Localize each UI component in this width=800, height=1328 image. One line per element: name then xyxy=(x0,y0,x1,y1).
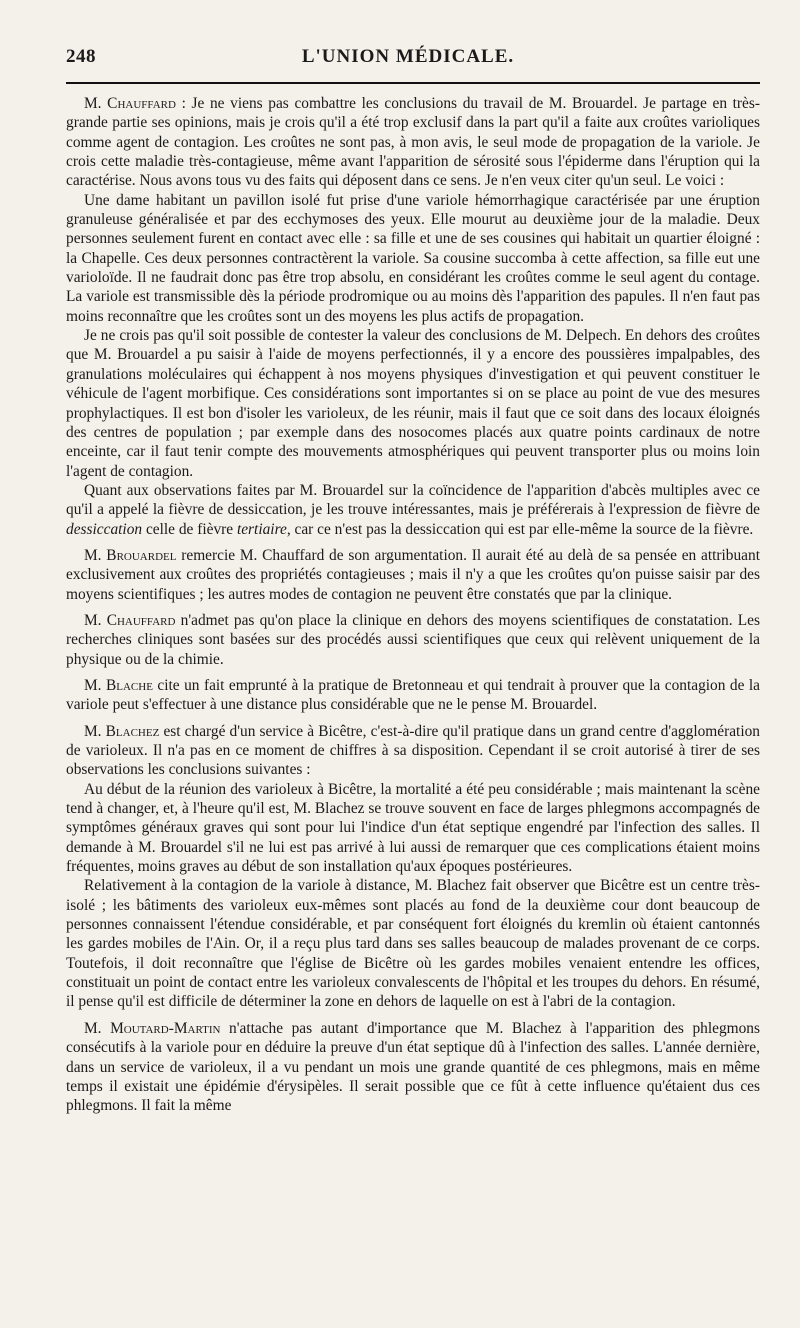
paragraph-text: Je ne viens pas combattre les conclusions du travail de M. Brouardel. Je partage en très-grande partie ses opinions, mais je crois qu'il a été trop exclusif dans la part qu'il a faite aux croûtes varioliques comme agent de contagion. Les croûtes ne sont pas, à mon avis, le seul mode de propagation de la variole. Je crois cette maladie très-contagieuse, même avant l'apparition de sérosité sous l'épiderme dans l'éruption qui la caractérise. Nous avons tous vu des faits qui déposent dans ce sens. Je n'en veux citer qu'un seul. Le voici : xyxy=(66,95,761,190)
paragraph xyxy=(66,546,760,604)
paragraph-text: Au début de la réunion des varioleux à Bicêtre, la mortalité a été peu considérable ; mais maintenant la scène tend à changer, et, à l'heure qu'il est, M. Blachez se trouve souvent en face de larges phlegmons accompagnés de symptômes généraux graves qui sont pour lui l'indice d'un état septique engendré par l'infection des salles. Il demande à M. Brouardel s'il ne lui est pas arrivé à lui aussi de remarquer que ces complications étaient moins fréquentes, moins graves au début de son installation qu'aux époques postérieures. xyxy=(66,780,760,876)
page-header xyxy=(66,46,760,74)
paragraph-text: Je ne crois pas qu'il soit possible de contester la valeur des conclusions de M. Delpech. En dehors des croûtes que M. Brouardel a pu saisir à l'aide de moyens perfectionnés, il y a encore des poussières impalpables, des granulations moléculaires qui échappent à nos moyens physiques d'investigation et qui peuvent constituer le véhicule de l'agent morbifique. Ces considérations sont importantes si on se place au point de vue des mesures prophylactiques. Il est bon d'isoler les varioleux, de les réunir, mais il faut que ce soit dans des locaux éloignés des centres de population ; par exemple dans des nosocomes placés aux quatre points cardinaux de notre enceinte, car il faut tenir compte des mouvements atmosphériques qui peuvent transporter plus ou moins loin l'agent de contagion. xyxy=(66,327,760,480)
paragraph-text: n'admet pas qu'on place la clinique en dehors des moyens scientifiques de constatation. Les recherches cliniques sont basées sur des procédés aussi scientifiques que ceux qui relèvent uniquement de la physique ou de la chimie. xyxy=(66,611,760,668)
paragraph xyxy=(66,94,760,191)
speaker-name: M. Moutard-Martin xyxy=(84,1019,221,1037)
paragraph-text: remercie M. Chauffard de son argumentation. Il aurait été au delà de sa pensée en attribuant exclusivement aux croûtes des propriétés contagieuses ; mais il n'y a que les croûtes qu'on puisse saisir par des moyens scientifiques ; les autres modes de contagion ne peuvent être constatés que par la clinique. xyxy=(66,546,760,603)
paragraph-text: Relativement à la contagion de la variole à distance, M. Blachez fait observer que Bicêtre est un centre très-isolé ; les bâtiments des varioleux eux-mêmes sont placés au fond de la deuxième cour dont beaucoup de personnes connaissent l'étendue considérable, et par conséquent fort éloignés du kremlin où étaient cantonnés les gardes mobiles de l'Ain. Or, il a reçu plus tard dans ses salles beaucoup de malades provenant de ce corps. Toutefois, il doit reconnaître que l'église de Bicêtre où les gardes mobiles venaient entendre les offices, constituait un point de contact entre les varioleux convalescents de l'hôpital et les troupes du dehors. En résumé, il pense qu'il est difficile de déterminer la zone en dehors de laquelle on est à l'abri de la contagion. xyxy=(66,877,760,1011)
paragraph xyxy=(66,326,760,481)
paragraph-text: est chargé d'un service à Bicêtre, c'est-à-dire qu'il pratique dans un grand centre d'agglomération de varioleux. Il n'a pas en ce moment de chiffres à sa disposition. Cependant il se croit autorisé à tirer de ses observations les conclusions suivantes : xyxy=(66,722,760,779)
speaker-name: M. Blache xyxy=(84,676,153,694)
paragraph xyxy=(66,722,760,780)
paragraph-text: celle de fièvre xyxy=(142,520,237,538)
paragraph xyxy=(66,876,760,1011)
italic-term: dessiccation xyxy=(66,520,143,538)
speaker-name: M. Chauffard xyxy=(84,611,176,629)
paragraph xyxy=(66,481,760,539)
speaker-name: M. Chauffard : xyxy=(84,95,186,112)
paragraph xyxy=(66,611,760,669)
running-title: L'UNION MÉDICALE. xyxy=(301,46,515,67)
page-number: 248 xyxy=(66,46,96,67)
paragraph-text: , car ce n'est pas la dessiccation qui est par elle-même la source de la fièvre. xyxy=(286,520,754,538)
paragraph-text: cite un fait emprunté à la pratique de Bretonneau et qui tendrait à prouver que la contagion de la variole peut s'effectuer à une distance plus considérable que ne le pense M. Brouardel. xyxy=(66,676,760,714)
paragraph xyxy=(66,1019,760,1116)
body-text xyxy=(66,94,760,1116)
paragraph xyxy=(66,676,760,715)
paragraph-text: Quant aux observations faites par M. Brouardel sur la coïncidence de l'apparition d'abcès multiples avec ce qu'il a appelé la fièvre de dessiccation, je les trouve intéressantes, mais je préférerais à l'expression de fièvre de xyxy=(66,481,760,519)
paragraph-text: Une dame habitant un pavillon isolé fut prise d'une variole hémorrhagique caractérisée par une éruption granuleuse généralisée et par des ecchymoses des yeux. Elle mourut au deuxième jour de la maladie. Deux personnes seulement furent en contact avec elle : sa fille et une de ses cousines qui habitait un quartier éloigné : la Chapelle. Ces deux personnes contractèrent la variole. Sa cousine succomba à cette affection, sa fille eut une varioloïde. Il ne faudrait donc pas être trop absolu, en considérant les croûtes comme le seul agent du contage. La variole est transmissible dès la période prodromique ou au moins dès l'apparition des papules. Il n'en faut pas moins reconnaître que les croûtes sont un des moyens les plus actifs de propagation. xyxy=(66,191,760,325)
paragraph xyxy=(66,780,760,877)
paragraph-text: n'attache pas autant d'importance que M. Blachez à l'apparition des phlegmons consécutifs à la variole pour en déduire la preuve d'un état septique dû à l'infection des salles. L'année dernière, dans un service de varioleux, il a vu pendant un mois une grande quantité de ces phlegmons, mais en même temps il existait une épidémie d'érysipèles. Il serait possible que ce fût à cette influence qu'étaient dus ces phlegmons. Il fait la même xyxy=(66,1019,760,1115)
speaker-name: M. Brouardel xyxy=(84,546,177,564)
speaker-name: M. Blachez xyxy=(84,722,160,740)
paragraph xyxy=(66,191,760,326)
header-rule xyxy=(66,82,760,84)
italic-term: tertiaire xyxy=(236,520,287,538)
